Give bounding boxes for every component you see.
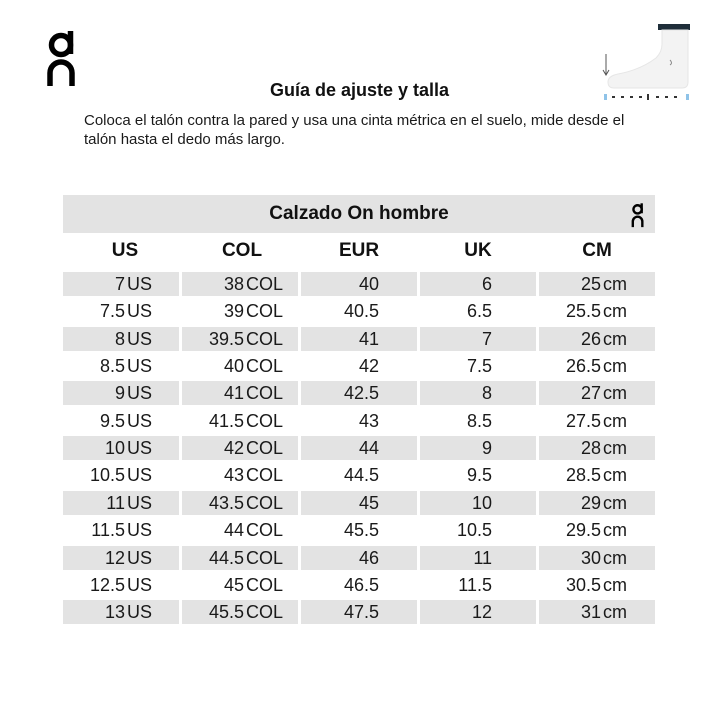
col-unit: COL (245, 548, 283, 568)
table-row (63, 600, 655, 624)
cm-unit: cm (603, 301, 627, 321)
cell-uk (420, 600, 536, 624)
cell-us (63, 600, 179, 624)
cell-uk (420, 299, 536, 323)
cell-eur (301, 299, 417, 323)
cm-unit: cm (603, 465, 627, 485)
cm-unit: cm (603, 520, 627, 540)
on-logo-small-icon (631, 202, 645, 228)
col-unit: COL (245, 575, 283, 595)
cell-uk (420, 409, 536, 433)
table-row (63, 436, 655, 460)
uk-value: 8.5 (466, 411, 492, 431)
col-value: 39.5 (208, 329, 244, 349)
cell-cm (539, 272, 655, 296)
cell-cm (539, 381, 655, 405)
us-value: 13 (104, 602, 125, 622)
cell-cm (539, 518, 655, 542)
cell-uk (420, 272, 536, 296)
cm-value: 26.5 (565, 356, 601, 376)
cm-unit: cm (603, 438, 627, 458)
cm-unit: cm (603, 493, 627, 513)
table-row (63, 299, 655, 323)
eur-value: 43 (358, 411, 379, 431)
cm-value: 29 (580, 493, 601, 513)
cell-col (182, 436, 298, 460)
table-row (63, 518, 655, 542)
cell-cm (539, 491, 655, 515)
cm-unit: cm (603, 602, 627, 622)
us-unit: US (126, 493, 152, 513)
us-value: 8 (114, 329, 125, 349)
column-header-us: US (111, 240, 139, 261)
col-unit: COL (245, 602, 283, 622)
uk-value: 10.5 (456, 520, 492, 540)
col-unit: COL (245, 301, 283, 321)
table-row (63, 354, 655, 378)
col-unit: COL (245, 329, 283, 349)
cm-unit: cm (603, 575, 627, 595)
us-value: 11.5 (91, 520, 125, 540)
col-value: 42 (223, 438, 244, 458)
cm-value: 29.5 (565, 520, 601, 540)
col-unit: COL (245, 493, 283, 513)
cell-uk (420, 546, 536, 570)
cell-uk (420, 518, 536, 542)
eur-value: 42.5 (343, 383, 379, 403)
uk-value: 6 (481, 274, 492, 294)
table-row (63, 491, 655, 515)
col-unit: COL (245, 383, 283, 403)
cell-uk (420, 381, 536, 405)
cell-uk (420, 491, 536, 515)
cell-cm (539, 573, 655, 597)
cell-cm (539, 546, 655, 570)
us-value: 8.5 (99, 356, 125, 376)
cm-value: 26 (580, 329, 601, 349)
us-value: 12.5 (89, 575, 125, 595)
cm-unit: cm (603, 274, 627, 294)
cell-us (63, 327, 179, 351)
uk-value: 9.5 (466, 465, 492, 485)
us-unit: US (126, 356, 152, 376)
eur-value: 46.5 (343, 575, 379, 595)
eur-value: 45 (358, 493, 379, 513)
col-value: 43.5 (208, 493, 244, 513)
us-unit: US (126, 301, 152, 321)
table-row (63, 573, 655, 597)
uk-value: 8 (481, 383, 492, 403)
col-unit: COL (245, 438, 283, 458)
table-title: Calzado On hombre (269, 203, 449, 224)
column-header-eur: EUR (338, 240, 380, 261)
column-header-uk: UK (464, 240, 492, 261)
table-row (63, 546, 655, 570)
col-value: 45.5 (208, 602, 244, 622)
cell-eur (301, 573, 417, 597)
eur-value: 44.5 (343, 465, 379, 485)
col-value: 41.5 (208, 411, 244, 431)
eur-value: 40.5 (343, 301, 379, 321)
eur-value: 41 (358, 329, 379, 349)
col-value: 40 (223, 356, 244, 376)
cell-cm (539, 436, 655, 460)
col-unit: COL (245, 411, 283, 431)
eur-value: 46 (358, 548, 379, 568)
col-value: 45 (223, 575, 244, 595)
uk-value: 6.5 (466, 301, 492, 321)
uk-value: 11.5 (458, 575, 492, 595)
cell-eur (301, 600, 417, 624)
eur-value: 44 (358, 438, 379, 458)
uk-value: 12 (471, 602, 492, 622)
us-unit: US (126, 329, 152, 349)
cell-cm (539, 354, 655, 378)
cell-cm (539, 463, 655, 487)
us-unit: US (126, 465, 152, 485)
cell-us (63, 518, 179, 542)
uk-value: 10 (471, 493, 492, 513)
cm-unit: cm (603, 411, 627, 431)
uk-value: 11 (473, 548, 492, 568)
cell-eur (301, 463, 417, 487)
eur-value: 40 (358, 274, 379, 294)
cm-value: 28.5 (565, 465, 601, 485)
cell-uk (420, 327, 536, 351)
col-value: 39 (223, 301, 244, 321)
cell-col (182, 546, 298, 570)
us-unit: US (126, 520, 152, 540)
us-value: 9.5 (99, 411, 125, 431)
table-row (63, 409, 655, 433)
table-row (63, 272, 655, 296)
us-unit: US (126, 575, 152, 595)
cm-value: 25.5 (565, 301, 601, 321)
cell-col (182, 354, 298, 378)
cell-col (182, 381, 298, 405)
cm-value: 25 (580, 274, 601, 294)
us-unit: US (126, 602, 152, 622)
cell-us (63, 573, 179, 597)
col-unit: COL (245, 520, 283, 540)
cm-value: 31 (580, 602, 601, 622)
col-unit: COL (245, 274, 283, 294)
table-title-bar (63, 195, 655, 233)
us-unit: US (126, 411, 152, 431)
cell-uk (420, 436, 536, 460)
cell-us (63, 354, 179, 378)
col-unit: COL (245, 356, 283, 376)
cm-value: 30.5 (565, 575, 601, 595)
col-value: 43 (223, 465, 244, 485)
us-unit: US (126, 383, 152, 403)
us-unit: US (126, 438, 152, 458)
col-value: 44 (223, 520, 244, 540)
cell-us (63, 546, 179, 570)
cell-eur (301, 436, 417, 460)
us-value: 9 (114, 383, 125, 403)
cell-eur (301, 491, 417, 515)
cell-col (182, 573, 298, 597)
cell-eur (301, 409, 417, 433)
cell-us (63, 463, 179, 487)
cell-uk (420, 463, 536, 487)
cell-uk (420, 354, 536, 378)
cell-eur (301, 381, 417, 405)
eur-value: 42 (358, 356, 379, 376)
cell-eur (301, 327, 417, 351)
cell-col (182, 600, 298, 624)
cell-cm (539, 299, 655, 323)
us-value: 11 (106, 493, 125, 513)
uk-value: 7 (481, 329, 492, 349)
cell-cm (539, 409, 655, 433)
column-header-cm: CM (582, 240, 612, 261)
us-value: 7 (114, 274, 125, 294)
column-header-col: COL (221, 240, 263, 261)
cell-cm (539, 600, 655, 624)
col-value: 38 (223, 274, 244, 294)
cell-eur (301, 518, 417, 542)
cell-us (63, 299, 179, 323)
cm-unit: cm (603, 329, 627, 349)
page-title: Guía de ajuste y talla (269, 80, 450, 100)
cell-us (63, 491, 179, 515)
cm-unit: cm (603, 548, 627, 568)
col-unit: COL (245, 465, 283, 485)
uk-value: 7.5 (466, 356, 492, 376)
cell-col (182, 272, 298, 296)
on-logo-icon (46, 28, 78, 88)
table-row (63, 463, 655, 487)
cell-us (63, 409, 179, 433)
cell-eur (301, 272, 417, 296)
cell-col (182, 491, 298, 515)
instructions-text: Coloca el talón contra la pared y usa una cinta métrica en el suelo, mide desde el talón hasta el dedo más largo. (84, 112, 625, 148)
cell-col (182, 463, 298, 487)
cm-value: 30 (580, 548, 601, 568)
cell-us (63, 272, 179, 296)
col-value: 41 (223, 383, 244, 403)
col-value: 44.5 (208, 548, 244, 568)
cell-us (63, 436, 179, 460)
cell-uk (420, 573, 536, 597)
cell-col (182, 518, 298, 542)
eur-value: 47.5 (343, 602, 379, 622)
cm-value: 27.5 (565, 411, 601, 431)
table-row (63, 381, 655, 405)
table-row (63, 327, 655, 351)
us-value: 10.5 (89, 465, 125, 485)
us-value: 12 (104, 548, 125, 568)
us-value: 10 (104, 438, 125, 458)
cell-us (63, 381, 179, 405)
cm-unit: cm (603, 383, 627, 403)
uk-value: 9 (481, 438, 492, 458)
cm-value: 28 (580, 438, 601, 458)
cell-col (182, 299, 298, 323)
cell-eur (301, 354, 417, 378)
us-value: 7.5 (99, 301, 125, 321)
cm-value: 27 (580, 383, 601, 403)
cm-unit: cm (603, 356, 627, 376)
us-unit: US (126, 274, 152, 294)
cell-cm (539, 327, 655, 351)
us-unit: US (126, 548, 152, 568)
cell-col (182, 327, 298, 351)
eur-value: 45.5 (343, 520, 379, 540)
cell-eur (301, 546, 417, 570)
cell-col (182, 409, 298, 433)
